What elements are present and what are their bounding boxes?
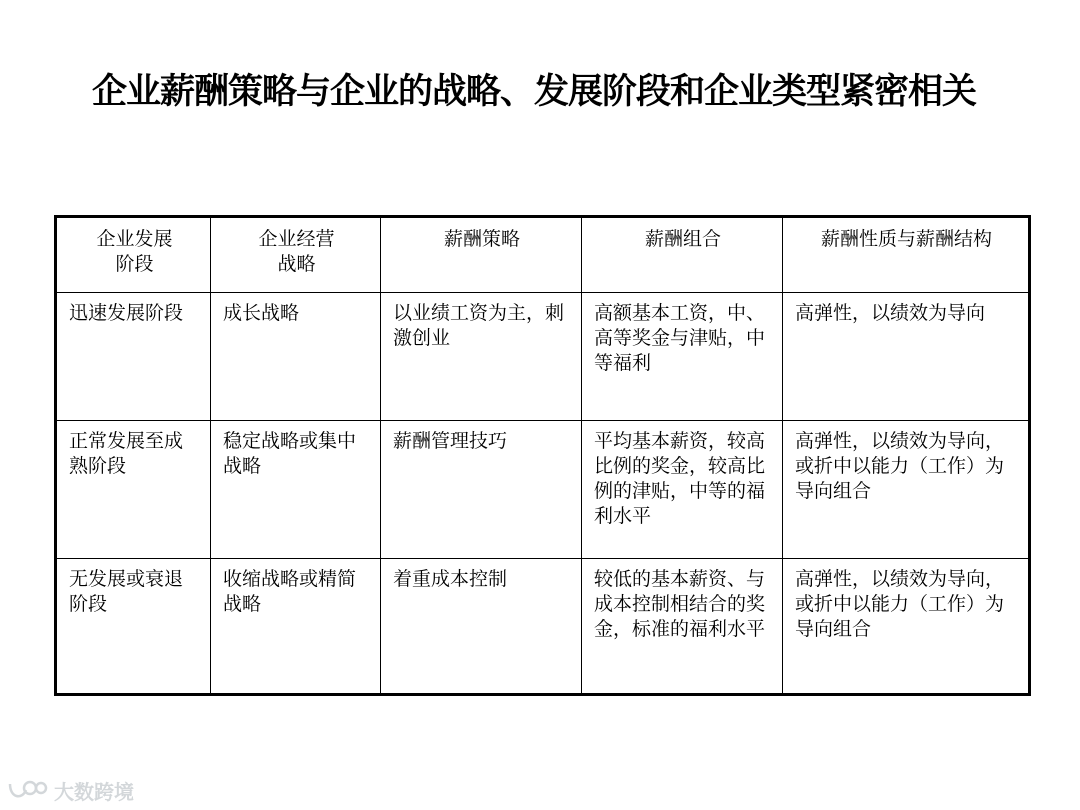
table-cell: 稳定战略或集中战略 — [211, 421, 381, 559]
table-cell: 收缩战略或精简战略 — [211, 559, 381, 695]
table-row — [56, 559, 1030, 695]
header-business-strategy: 企业经营 战略 — [211, 217, 381, 293]
table-cell: 薪酬管理技巧 — [381, 421, 582, 559]
table-cell: 高额基本工资，中、高等奖金与津贴，中等福利 — [582, 293, 783, 421]
table-cell: 正常发展至成熟阶段 — [56, 421, 211, 559]
header-compensation-mix: 薪酬组合 — [582, 217, 783, 293]
watermark — [6, 778, 134, 802]
table-cell: 成长战略 — [211, 293, 381, 421]
table-cell: 着重成本控制 — [381, 559, 582, 695]
header-compensation-strategy: 薪酬策略 — [381, 217, 582, 293]
table-cell: 无发展或衰退阶段 — [56, 559, 211, 695]
header-development-stage: 企业发展 阶段 — [56, 217, 211, 293]
brand-logo-icon — [6, 778, 48, 802]
table-cell: 以业绩工资为主，刺激创业 — [381, 293, 582, 421]
table-cell: 迅速发展阶段 — [56, 293, 211, 421]
table-cell: 较低的基本薪资、与成本控制相结合的奖金，标准的福利水平 — [582, 559, 783, 695]
table-cell: 高弹性，以绩效为导向 — [783, 293, 1030, 421]
table-row — [56, 293, 1030, 421]
header-compensation-structure: 薪酬性质与薪酬结构 — [783, 217, 1030, 293]
table-cell: 平均基本薪资，较高比例的奖金，较高比例的津贴，中等的福利水平 — [582, 421, 783, 559]
table-cell: 高弹性，以绩效为导向，或折中以能力（工作）为导向组合 — [783, 559, 1030, 695]
watermark-text: 大数跨境 — [54, 779, 134, 804]
table-cell: 高弹性，以绩效为导向，或折中以能力（工作）为导向组合 — [783, 421, 1030, 559]
strategy-table-container — [54, 215, 1028, 693]
table-header-row — [56, 217, 1030, 293]
table-row — [56, 421, 1030, 559]
slide-title: 企业薪酬策略与企业的战略、发展阶段和企业类型紧密相关 — [92, 72, 977, 112]
strategy-table — [54, 215, 1031, 696]
